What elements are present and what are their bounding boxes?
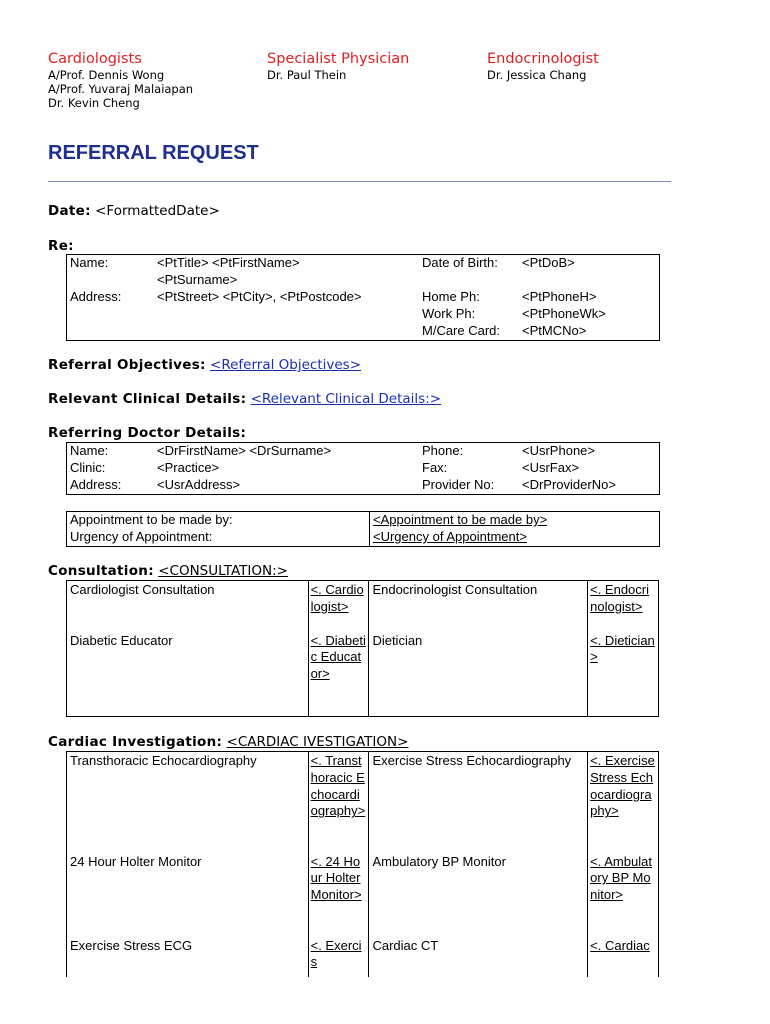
consult-endocrinologist-label: Endocrinologist Consultation: [369, 581, 588, 632]
doctor-phone-value: <UsrPhone>: [522, 443, 595, 458]
doctor-phone-label: Phone:: [422, 443, 464, 458]
cardiac-abpm-label: Ambulatory BP Monitor: [369, 853, 588, 937]
referring-doctor-label: [48, 425, 246, 441]
date-label: Date:: [48, 203, 91, 219]
cardiac-stress-echo-field[interactable]: <. Exercise Stress Echocardiography>: [588, 752, 659, 853]
cardiac-holter-field[interactable]: <. 24 Hour Holter Monitor>: [308, 853, 369, 937]
header-role: Cardiologists: [48, 51, 142, 67]
appointment-made-by-value[interactable]: <Appointment to be made by>: [373, 512, 548, 527]
header-name: A/Prof. Dennis Wong: [48, 68, 165, 82]
consult-diabetic-educator-label: Diabetic Educator: [67, 632, 309, 717]
patient-home-phone-value: <PtPhoneH>: [522, 289, 597, 304]
patient-name-label: Name:: [70, 255, 109, 270]
header-name: Dr. Paul Thein: [267, 68, 347, 82]
doctor-fax-label: Fax:: [422, 460, 448, 475]
appointment-made-by-label: Appointment to be made by:: [70, 512, 233, 527]
cardiac-investigation-label: Cardiac Investigation:: [48, 734, 223, 750]
appointment-urgency-label: Urgency of Appointment:: [70, 529, 213, 544]
appointment-box: [66, 511, 660, 547]
consultation-value[interactable]: <CONSULTATION:>: [158, 563, 288, 579]
clinical-details-label: Relevant Clinical Details:: [48, 391, 247, 407]
doctor-provider-label: Provider No:: [422, 477, 495, 492]
re-label: [48, 238, 74, 254]
table-row: [67, 937, 659, 977]
patient-dob-value: <PtDoB>: [522, 255, 575, 270]
header-name: Dr. Kevin Cheng: [48, 96, 140, 110]
cardiac-investigation-line: [48, 734, 408, 750]
doctor-address-label: Address:: [70, 477, 122, 492]
doctor-name-value: <DrFirstName> <DrSurname>: [157, 443, 332, 458]
patient-name-value: <PtTitle> <PtFirstName>: [157, 255, 300, 270]
consult-dietician-label: Dietician: [369, 632, 588, 717]
clinical-details-link[interactable]: <Relevant Clinical Details:>: [250, 391, 442, 407]
doctor-address-value: <UsrAddress>: [157, 477, 241, 492]
header-cardiologists: [48, 51, 193, 110]
appointment-divider: [369, 512, 370, 546]
table-row: [67, 581, 659, 632]
cardiac-investigation-table: [66, 751, 659, 977]
consultation-table: [66, 580, 659, 717]
doctor-fax-value: <UsrFax>: [522, 460, 580, 475]
patient-surname-value: <PtSurname>: [157, 272, 238, 287]
cardiac-holter-label: 24 Hour Holter Monitor: [67, 853, 309, 937]
header-name: A/Prof. Yuvaraj Malaiapan: [48, 82, 194, 96]
patient-work-phone-value: <PtPhoneWk>: [522, 306, 606, 321]
cardiac-stress-ecg-field[interactable]: <. Exercis: [308, 937, 369, 977]
doctor-details-box: [66, 442, 660, 495]
cardiac-stress-ecg-label: Exercise Stress ECG: [67, 937, 309, 977]
doctor-name-label: Name:: [70, 443, 109, 458]
patient-work-phone-label: Work Ph:: [422, 306, 476, 321]
patient-home-phone-label: Home Ph:: [422, 289, 480, 304]
consultation-line: [48, 563, 288, 579]
header-endocrinologist: [487, 51, 599, 82]
clinical-details-line: [48, 391, 441, 407]
consult-dietician-field[interactable]: <. Dietician>: [588, 632, 659, 717]
cardiac-tte-label: Transthoracic Echocardiography: [67, 752, 309, 853]
doctor-clinic-value: <Practice>: [157, 460, 220, 475]
header-name: Dr. Jessica Chang: [487, 68, 587, 82]
patient-medicare-label: M/Care Card:: [422, 323, 501, 338]
consultation-label: Consultation:: [48, 563, 154, 579]
patient-address-value: <PtStreet> <PtCity>, <PtPostcode>: [157, 289, 362, 304]
consult-cardiologist-field[interactable]: <. Cardiologist>: [308, 581, 369, 632]
doctor-provider-value: <DrProviderNo>: [522, 477, 616, 492]
referral-objectives-label: Referral Objectives:: [48, 357, 206, 373]
consult-endocrinologist-field[interactable]: <. Endocrinologist>: [588, 581, 659, 632]
doctor-clinic-label: Clinic:: [70, 460, 106, 475]
date-line: [48, 203, 220, 219]
table-row: [67, 752, 659, 853]
appointment-urgency-value[interactable]: <Urgency of Appointment>: [373, 529, 527, 544]
header-specialist: [267, 51, 409, 82]
cardiac-ct-label: Cardiac CT: [369, 937, 588, 977]
patient-details-box: [66, 254, 660, 341]
cardiac-ct-field[interactable]: <. Cardiac: [588, 937, 659, 977]
page-title: REFERRAL REQUEST: [48, 142, 259, 164]
table-row: [67, 632, 659, 717]
referring-doctor-label-text: Referring Doctor Details:: [48, 425, 247, 441]
title-divider: [48, 181, 671, 182]
patient-dob-label: Date of Birth:: [422, 255, 498, 270]
referral-objectives-link[interactable]: <Referral Objectives>: [210, 357, 362, 373]
consult-diabetic-educator-field[interactable]: <. Diabetic Educator>: [308, 632, 369, 717]
header-role: Endocrinologist: [487, 51, 599, 67]
patient-medicare-value: <PtMCNo>: [522, 323, 587, 338]
cardiac-tte-field[interactable]: <. Transthoracic Echocardiography>: [308, 752, 369, 853]
header-role: Specialist Physician: [267, 51, 410, 67]
cardiac-investigation-value[interactable]: <CARDIAC IVESTIGATION>: [226, 734, 409, 750]
consult-cardiologist-label: Cardiologist Consultation: [67, 581, 309, 632]
re-label-text: Re:: [48, 238, 74, 254]
cardiac-stress-echo-label: Exercise Stress Echocardiography: [369, 752, 588, 853]
referral-objectives-line: [48, 357, 361, 373]
cardiac-abpm-field[interactable]: <. Ambulatory BP Monitor>: [588, 853, 659, 937]
table-row: [67, 853, 659, 937]
patient-address-label: Address:: [70, 289, 122, 304]
date-value: <FormattedDate>: [95, 203, 220, 219]
